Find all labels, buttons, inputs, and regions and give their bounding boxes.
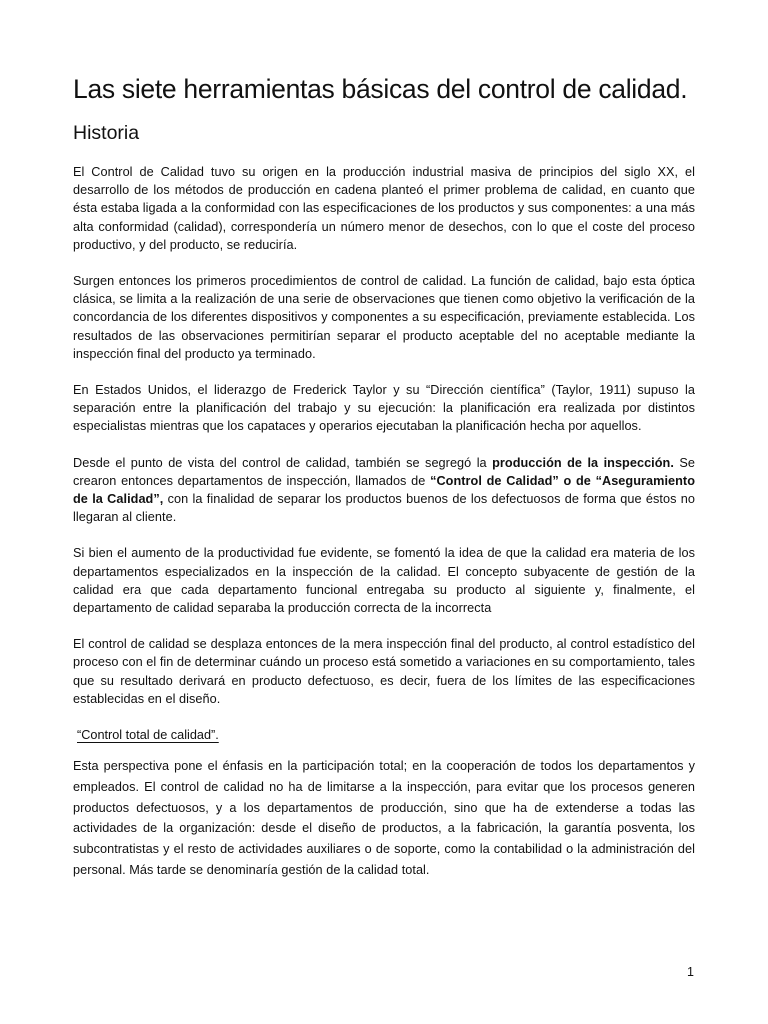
paragraph-5: Si bien el aumento de la productividad fue evidente, se fomentó la idea de que la calidad era materia de los departamentos especializados en la inspección de la calidad. El concepto subyacente de gestión de la calidad era que cada departamento funcional entregaba su producto al siguiente y, finalmente, el departamento de calidad separaba la producción correcta de la incorrecta [73,546,695,616]
paragraph-4-bold-a: producción de la inspección. [492,455,674,470]
paragraph-4 [73,454,695,527]
paragraph-4-text-b: Se crearon entonces departamentos de inspección, llamados de [73,455,695,488]
paragraph-4-text-a: Desde el punto de vista del control de calidad, también se segregó la [73,455,493,470]
section-heading-historia: Historia [73,122,140,144]
document-title: Las siete herramientas básicas del control de calidad. [73,74,688,104]
page-number: 1 [687,965,694,979]
paragraph-2: Surgen entonces los primeros procedimientos de control de calidad. La función de calidad, bajo esta óptica clásica, se limita a la realización de una serie de observaciones que tienen como objetivo la verificación de la concordancia de los diferentes dispositivos y componentes a su especificación, previamente establecida. Los resultados de las observaciones permitirían separar el producto aceptable del no aceptable mediante la inspección final del producto ya terminado. [73,274,695,361]
paragraph-1: El Control de Calidad tuvo su origen en la producción industrial masiva de principios del siglo XX, el desarrollo de los métodos de producción en cadena planteó el primer problema de calidad, en cuanto que ésta estaba ligada a la conformidad con las especificaciones de los productos y sus componentes: a una más alta conformidad (calidad), correspondería un número menor de desechos, con lo que el coste del proceso productivo, y del producto, se reduciría. [73,165,695,252]
paragraph-4-text-c: con la finalidad de separar los productos buenos de los defectuosos de forma que éstos no llegaran al cliente. [73,492,695,525]
subheading-control-total: “Control total de calidad”. [77,728,219,743]
paragraph-7: Esta perspectiva pone el énfasis en la participación total; en la cooperación de todos los departamentos y empleados. El control de calidad no ha de limitarse a la inspección, para evitar que los procesos generen productos defectuosos, y a los departamentos de producción, sino que ha de extenderse a todas las actividades de la organización: desde el diseño de productos, a la fabricación, la garantía posventa, los subcontratistas y el resto de actividades auxiliares o de soporte, como la contabilidad o la administración del personal. Más tarde se denominaría gestión de la calidad total. [73,759,695,878]
paragraph-6: El control de calidad se desplaza entonces de la mera inspección final del producto, al control estadístico del proceso con el fin de determinar cuándo un proceso está sometido a variaciones en su comportamiento, tales que su resultado derivará en producto defectuoso, es decir, fuera de los límites de las especificaciones establecidas en el diseño. [73,637,695,706]
paragraph-3: En Estados Unidos, el liderazgo de Frederick Taylor y su “Dirección científica” (Taylor, 1911) supuso la separación entre la planificación del trabajo y su ejecución: la planificación era realizada por distintos especialistas mientras que los capataces y operarios ejecutaban la planificación hecha por aquellos. [73,383,695,434]
paragraph-4-bold-b: “Control de Calidad” o de “Aseguramiento de la Calidad”, [73,473,695,507]
